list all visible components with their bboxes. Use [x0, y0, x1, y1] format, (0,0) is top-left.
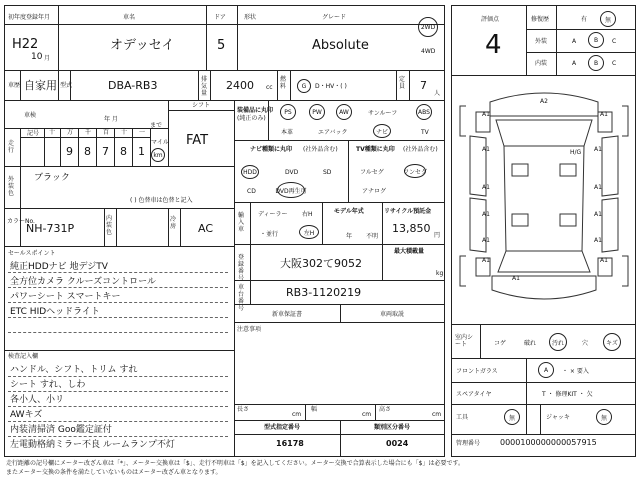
interior-a: A: [572, 60, 577, 67]
jack-none-circle: 無: [596, 409, 612, 425]
diagram-mark-a1-1: A1: [482, 111, 490, 118]
color-no: NH-731P: [26, 222, 75, 235]
capacity: 7: [420, 79, 427, 92]
navi-hdd-circle: HDD: [241, 165, 259, 179]
interior-c: C: [612, 60, 617, 67]
inspection-yearmonth: 年 月: [104, 116, 118, 123]
diagram-mark-a1-7: A1: [482, 211, 490, 218]
equip-abs-circle: ABS: [416, 104, 432, 120]
shift-type: FAT: [186, 133, 209, 148]
navi-cd: CD: [247, 188, 256, 195]
mileage-digit-1: 9: [66, 145, 73, 158]
notes-label: 注意事項: [237, 326, 262, 333]
unit-1k: 千: [85, 129, 92, 136]
shift-label: シフト: [192, 102, 211, 109]
color-change-note: ( ) 色替車は色替と記入: [130, 197, 193, 204]
tv-title: TV種類に丸印: [356, 146, 395, 153]
windshield-options: ・ × 要入: [562, 368, 589, 375]
chassis-number: RB3-1120219: [286, 286, 362, 299]
aircon-label: 冷房: [170, 216, 177, 230]
diagram-mark-a1-6: A1: [594, 184, 602, 191]
tv-fullseg: フルセグ: [360, 169, 384, 176]
import-right-hand: 右H: [302, 211, 313, 218]
exterior-color: ブラック: [34, 173, 70, 183]
inspector-note-3: 各小人、小リ: [10, 395, 65, 405]
selling-point-4: ETC HIDヘッドライト: [10, 307, 100, 317]
fuel-options: D・HV・( ): [315, 83, 347, 90]
inspector-note-2: シート すれ、しわ: [10, 380, 86, 390]
exterior-b-circle: B: [588, 32, 604, 48]
seat-tear: 破れ: [524, 340, 537, 347]
recycle-amount: 13,850: [392, 222, 431, 235]
mileage-digit-4: 8: [120, 145, 127, 158]
repair-yes: 有: [581, 16, 588, 23]
repair-none-circle: 無: [600, 11, 616, 27]
seat-burn: コゲ: [494, 340, 507, 347]
height-cm: cm: [432, 411, 442, 418]
car-name-label: 車名: [123, 14, 136, 21]
warranty-label: 新車保証書: [272, 311, 303, 318]
grade-label: グレード: [322, 14, 347, 21]
chassis-label: 車台番号: [238, 284, 245, 312]
equip-tv: TV: [421, 129, 429, 136]
reg-year-label: 初年度登録年月: [8, 14, 51, 21]
displacement-label: 排気量: [201, 76, 208, 97]
management-number: 0000100000000057915: [500, 438, 597, 447]
seat-label: 室内シート: [455, 334, 474, 348]
selling-point-2: 全方位カメラ クルーズコントロール: [10, 277, 156, 287]
equipment-title: 装備品に丸印: [237, 107, 274, 114]
model-code: DBA-RB3: [108, 79, 158, 92]
footer-note-1: 走行距離の記号欄にメーター改ざん車は「*」、メーター交換車は「$」、走行不明車は「$」を記入してください。メーター交換で合算表示した場合にも「$」は必要です。: [6, 460, 464, 467]
score-label: 評価点: [481, 16, 500, 23]
capacity-unit: 人: [434, 90, 441, 97]
unit-1: 一: [139, 129, 146, 136]
equip-leather: 本革: [281, 129, 294, 136]
repair-label: 修復歴: [531, 16, 550, 23]
inspector-note-5: 内装清掃済 Goo鑑定証付: [10, 425, 112, 435]
import-left-hand-circle: 左H: [299, 225, 319, 239]
fuel-gasoline-circle: G: [297, 79, 311, 93]
inspection-label: 車検: [24, 112, 37, 119]
max-load-label: 最大積載量: [394, 248, 425, 255]
diagram-mark-a1-10: A1: [594, 237, 602, 244]
unit-10k: 万: [67, 129, 74, 136]
diagram-mark-a1-3: A1: [482, 146, 490, 153]
score-value: 4: [485, 30, 502, 60]
equip-sunroof: サンルーフ: [368, 110, 398, 117]
diagram-mark-a2: A2: [540, 98, 548, 105]
car-damage-diagram: [452, 76, 635, 324]
tv-oneseg-circle: ワンセグ: [404, 164, 426, 178]
diagram-mark-a1-9: A1: [482, 237, 490, 244]
navi-note: (社外品含む): [303, 146, 338, 153]
management-label: 管理番号: [456, 440, 481, 447]
tools-label: 工具: [456, 414, 469, 421]
model-label: 型式: [60, 82, 73, 89]
diagram-mark-a1-11: A1: [482, 257, 490, 264]
interior-color-label: 内装色: [106, 215, 113, 236]
inspector-label: 検査記入欄: [8, 353, 39, 360]
registration-label: 登録番号: [238, 254, 245, 282]
selling-point-1: 純正HDDナビ 地デジTV: [10, 262, 108, 272]
equip-aw-circle: AW: [336, 104, 352, 120]
width-label: 幅: [311, 406, 318, 413]
color-label: 外装色: [8, 176, 15, 197]
travel-label: 走行: [8, 140, 15, 154]
grade: Absolute: [312, 38, 369, 53]
model-year-unit: 年: [346, 233, 353, 240]
equip-airbag: エアバック: [318, 129, 348, 136]
drive-2wd-circle: 2WD: [418, 17, 438, 37]
import-parallel: ・並行: [260, 231, 279, 238]
exterior-a: A: [572, 38, 577, 45]
model-year-label: モデル年式: [334, 208, 364, 215]
jack-label: ジャッキ: [546, 414, 570, 421]
recycle-label: リサイクル預託金: [384, 208, 432, 215]
exterior-c: C: [612, 38, 617, 45]
windshield-a-circle: A: [538, 362, 554, 378]
record-label: 記号: [27, 130, 40, 137]
interior-b-circle: B: [588, 55, 604, 71]
tools-none-circle: 無: [504, 409, 520, 425]
navi-title: ナビ種類に丸印: [250, 146, 293, 153]
inspection-until: まで: [150, 122, 163, 129]
length-label: 長さ: [237, 406, 250, 413]
capacity-label: 定員: [399, 76, 406, 90]
height-label: 高さ: [379, 406, 392, 413]
drive-4wd: 4WD: [421, 48, 436, 55]
diagram-mark-a1-2: A1: [600, 111, 608, 118]
km-circle: km: [151, 148, 165, 162]
diagram-mark-hg: H/G: [570, 149, 582, 156]
displacement-cc: cc: [266, 84, 273, 91]
displacement: 2400: [226, 79, 254, 92]
unit-100k: 十: [49, 129, 56, 136]
import-dealer: ディーラー: [258, 211, 288, 218]
equip-pw-circle: PW: [309, 104, 325, 120]
seat-stain-circle: 汚れ: [549, 333, 567, 351]
mileage-digit-3: 7: [102, 145, 109, 158]
max-load-kg: kg: [436, 270, 444, 277]
seat-hole: 穴: [582, 340, 589, 347]
inspector-note-4: AWキズ: [10, 410, 43, 420]
door-label: ドア: [214, 14, 226, 21]
diagram-mark-a1-5: A1: [482, 184, 490, 191]
tv-analog: アナログ: [362, 188, 387, 195]
diagram-mark-a1-8: A1: [594, 211, 602, 218]
length-cm: cm: [292, 411, 302, 418]
spare-tire-options: T ・ 修理KIT ・ 欠: [542, 391, 593, 398]
car-type: 自家用: [24, 79, 57, 92]
recycle-yen: 円: [434, 232, 441, 239]
mileage-digit-2: 8: [84, 145, 91, 158]
seat-scratch-circle: キズ: [603, 333, 621, 351]
month-unit: 月: [44, 55, 51, 62]
mileage-digit-5: 1: [138, 145, 145, 158]
inspector-note-6: 左電動格納ミラー不良 ルームランプ不灯: [10, 440, 175, 450]
door-count: 5: [217, 38, 226, 53]
width-cm: cm: [362, 411, 372, 418]
navi-dvd-play-circle: DVD再生可: [277, 182, 305, 198]
selling-point-3: パワーシート スマートキー: [10, 292, 121, 302]
equip-navi-circle: ナビ: [373, 124, 391, 138]
car-name: オデッセイ: [110, 38, 175, 53]
inspector-note-1: ハンドル、シフト、トリム すれ: [10, 365, 138, 375]
interior-label: 内装: [535, 60, 548, 67]
footer-note-2: またメーター交換の条件を満たしていないものはメーター改ざん車となります。: [6, 469, 222, 476]
tv-note: (社外品含む): [403, 146, 438, 153]
registration-number: 大阪302て9052: [280, 257, 362, 270]
diagram-mark-a1-12: A1: [600, 257, 608, 264]
color-no-label: カラーNo.: [7, 218, 35, 225]
diagram-mark-a1-4: A1: [594, 146, 602, 153]
classification-label: 類別区分番号: [374, 424, 411, 431]
import-label: 輸入車: [238, 212, 245, 233]
shape-label: 形状: [244, 14, 257, 21]
equip-ps-circle: PS: [280, 104, 296, 120]
car-type-label: 車歴: [8, 82, 21, 89]
equipment-note: (純正のみ): [237, 115, 266, 122]
fuel-label: 燃料: [280, 76, 287, 90]
reg-year: H22: [12, 37, 39, 52]
reg-month: 10: [31, 52, 43, 62]
spare-tire-label: スペアタイヤ: [456, 391, 492, 398]
exterior-label: 外装: [535, 38, 548, 45]
type-designation-number: 16178: [276, 439, 304, 448]
manual-label: 車両取説: [380, 311, 405, 318]
navi-sd: SD: [323, 169, 332, 176]
navi-dvd: DVD: [285, 169, 299, 176]
selling-points-label: セールスポイント: [8, 250, 56, 257]
unit-100: 百: [103, 129, 110, 136]
classification-number: 0024: [386, 439, 409, 448]
diagram-mark-a1-13: A1: [512, 275, 520, 282]
unit-10: 十: [121, 129, 128, 136]
type-designation-label: 型式指定番号: [264, 424, 301, 431]
aircon-value: AC: [198, 222, 214, 235]
windshield-label: フロントガラス: [456, 368, 498, 375]
model-year-unknown: 不明: [366, 233, 379, 240]
mile-label: マイル: [151, 139, 169, 146]
